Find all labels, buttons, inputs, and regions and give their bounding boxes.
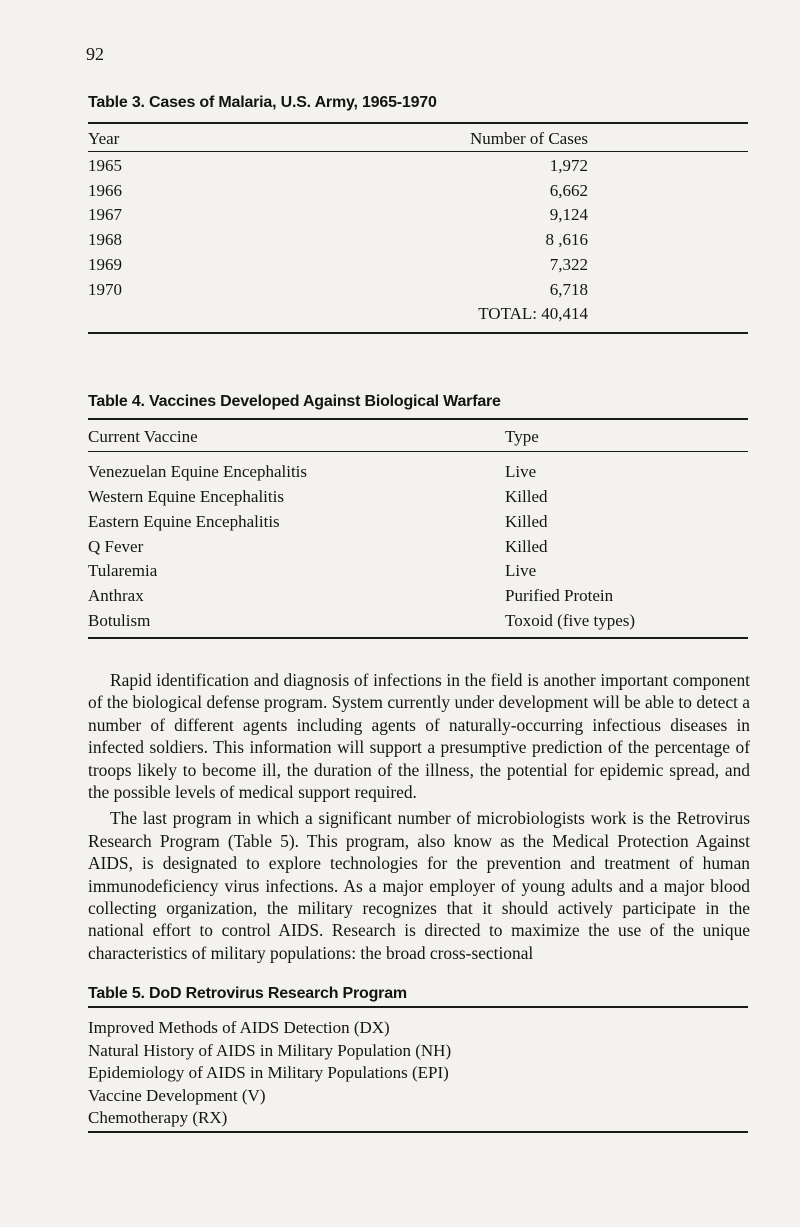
table5-list (88, 1017, 451, 1130)
table4-vaccine: Western Equine Encephalitis (88, 487, 284, 506)
table3-header-cases: Number of Cases (469, 129, 588, 148)
table4-vaccine: Tularemia (88, 561, 158, 580)
table4-type: Live (505, 462, 537, 481)
paragraph: Rapid identification and diagnosis of infections in the field is another important component of the biological defense program. System currently under development will be able to detect a number of different agents including agents of naturally-occurring infectious diseases in infected soldiers. This information will support a presumptive prediction of the percentage of troops likely to become ill, the duration of the illness, the potential for epidemic spread, and the possible levels of medical support required. (88, 670, 750, 803)
table4-header-vaccine: Current Vaccine (88, 427, 198, 446)
table4-vaccine: Anthrax (88, 586, 144, 605)
table3-year: 1970 (88, 280, 122, 299)
table5-caption: Table 5. DoD Retrovirus Research Program (88, 985, 407, 1002)
table3-year: 1968 (88, 230, 122, 249)
table3-header-year: Year (88, 129, 120, 148)
table3-cases: 7,322 (549, 255, 588, 274)
table4-type: Toxoid (five types) (505, 611, 636, 630)
table4-type: Killed (505, 512, 548, 531)
table3-year: 1966 (88, 181, 122, 200)
list-item: Vaccine Development (V) (88, 1085, 266, 1105)
table4-vaccine: Q Fever (88, 537, 144, 556)
table4-vaccine: Venezuelan Equine Encephalitis (88, 462, 308, 481)
table4-top-rule (88, 418, 748, 420)
table4-caption: Table 4. Vaccines Developed Against Biological Warfare (88, 393, 501, 410)
table4-type: Killed (505, 537, 548, 556)
table3-cases: 9,124 (549, 205, 588, 224)
table3-header-rule (88, 151, 748, 152)
page-number: 92 (86, 44, 104, 64)
list-item: Improved Methods of AIDS Detection (DX) (88, 1018, 390, 1037)
list-item: Chemotherapy (RX) (88, 1108, 228, 1127)
table4-bottom-rule (88, 637, 748, 639)
table3-bottom-rule (88, 332, 748, 334)
table3-year: 1969 (88, 255, 122, 274)
table3-cases: 8 ,616 (545, 230, 588, 249)
table3-cases: 6,662 (549, 181, 588, 200)
table4-vaccine: Botulism (88, 611, 151, 630)
list-item: Natural History of AIDS in Military Population (NH) (88, 1040, 452, 1060)
table4-type: Killed (505, 487, 548, 506)
body-text (88, 669, 750, 964)
table3-cases: 1,972 (549, 156, 588, 175)
table5-top-rule (88, 1006, 748, 1008)
table4-vaccine: Eastern Equine Encephalitis (88, 512, 280, 531)
table4-type: Purified Protein (505, 586, 614, 605)
table3-caption: Table 3. Cases of Malaria, U.S. Army, 1965-1970 (88, 94, 437, 111)
table3-year: 1965 (88, 156, 122, 175)
table3-total: TOTAL: 40,414 (478, 304, 588, 323)
table5-bottom-rule (88, 1131, 748, 1133)
table4-header-rule (88, 451, 748, 452)
paragraph: The last program in which a significant number of microbiologists work is the Retrovirus Research Program (Table 5). This program, also know as the Medical Protection Against AIDS, is designated to explore technologies for the prevention and treatment of human immunodeficiency virus infections. As a major employer of young adults and a major blood collecting organization, the military recognizes that it should actively participate in the national effort to control AIDS. Research is directed to maximize the use of the unique characteristics of military populations: the broad cross-sectional (88, 808, 750, 963)
table4-type: Live (505, 561, 537, 580)
table3-cases: 6,718 (549, 280, 588, 299)
table3-top-rule (88, 122, 748, 124)
table3-year: 1967 (88, 205, 122, 224)
table4-header-type: Type (505, 427, 539, 446)
list-item: Epidemiology of AIDS in Military Populations (EPI) (88, 1063, 449, 1082)
